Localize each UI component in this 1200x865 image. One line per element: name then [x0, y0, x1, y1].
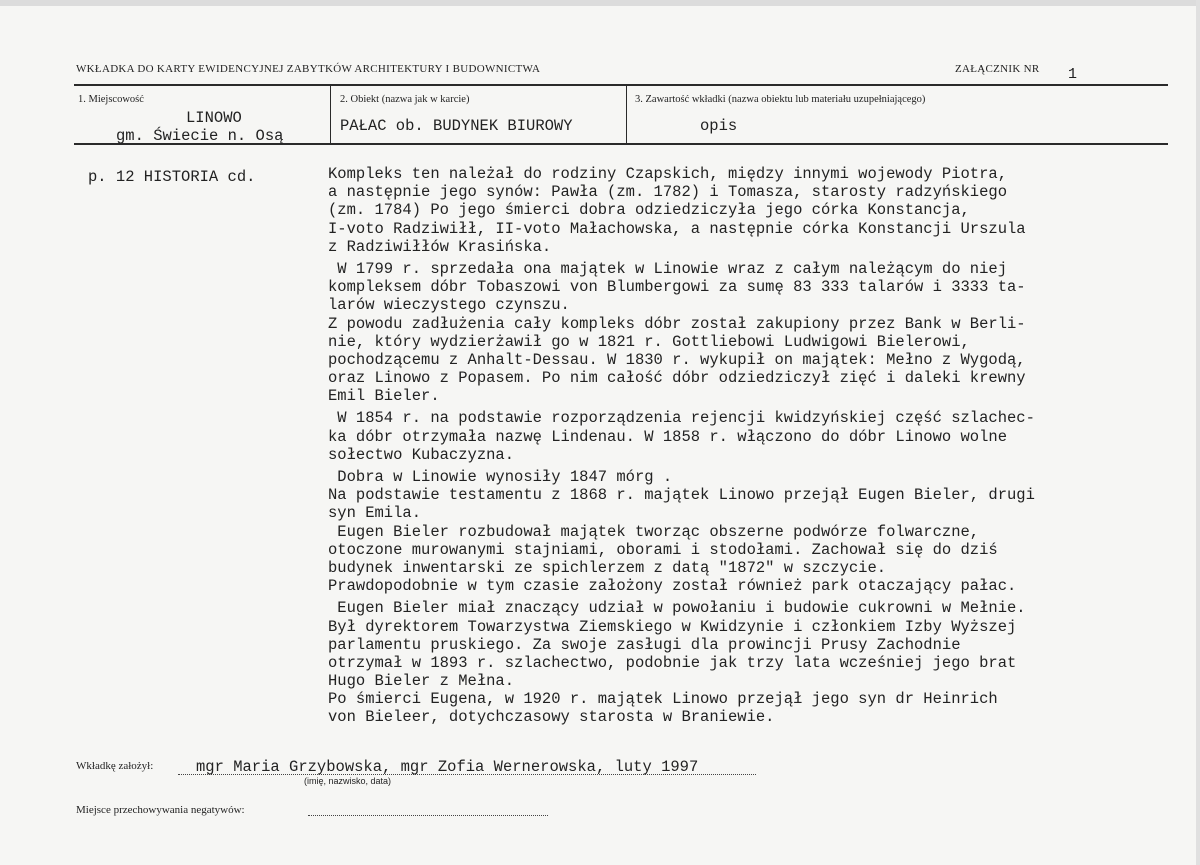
text-line: otrzymał w 1893 r. szlachectwo, podobnie jak trzy lata wcześniej jego brat [328, 653, 1017, 672]
history-text [328, 165, 1128, 731]
place-label: 1. Miejscowość [78, 94, 144, 105]
text-line: parlamentu pruskiego. Za swoje zasługi dla prowincji Prusy Zachodnie [328, 635, 961, 654]
negatives-dotted-line [308, 815, 548, 816]
contents-label: 3. Zawartość wkładki (nazwa obiektu lub materiału uzupełniającego) [635, 94, 926, 105]
negatives-label: Miejsce przechowywania negatywów: [76, 804, 245, 816]
founder-value: mgr Maria Grzybowska, mgr Zofia Wernerowska, luty 1997 [196, 758, 699, 776]
contents-value: opis [700, 117, 738, 135]
text-line: Eugen Bieler miał znaczący udział w powołaniu i budowie cukrowni w Mełnie. [328, 599, 1026, 618]
text-line: z Radziwiłłów Krasińska. [328, 237, 552, 256]
text-line: a następnie jego synów: Pawła (zm. 1782) i Tomasza, starosty radzyńskiego [328, 183, 1008, 202]
text-line: (zm. 1784) Po jego śmierci dobra odziedziczyła jego córka Konstancja, [328, 201, 970, 220]
scan-edge-right [1196, 0, 1200, 865]
header-rule [74, 84, 1168, 86]
text-line: W 1799 r. sprzedała ona majątek w Linowie wraz z całym należącym do niej [328, 259, 1008, 278]
paragraph [328, 165, 1128, 256]
text-line: otoczone murowanymi stajniami, oborami i stodołami. Zachował się do dziś [328, 540, 998, 559]
text-line: Dobra w Linowie wynosiły 1847 mórg . [328, 468, 673, 486]
card-title: WKŁADKA DO KARTY EWIDENCYJNEJ ZABYTKÓW ARCHITEKTURY I BUDOWNICTWA [76, 63, 541, 75]
text-line: Na podstawie testamentu z 1868 r. majątek Linowo przejął Eugen Bieler, drugi [328, 486, 1035, 505]
text-line: sołectwo Kubaczyzna. [328, 445, 515, 464]
place-commune: gm. Świecie n. Osą [116, 127, 284, 145]
text-line: Po śmierci Eugena, w 1920 r. majątek Linowo przejął jego syn dr Heinrich [328, 690, 998, 709]
text-line: Z powodu zadłużenia cały kompleks dóbr został zakupiony przez Bank w Berli- [328, 314, 1026, 333]
text-line: Był dyrektorem Towarzystwa Ziemskiego w Kwidzynie i członkiem Izby Wyższej [328, 617, 1017, 636]
field-divider-2 [626, 86, 627, 143]
text-line: I-voto Radziwiłł, II-voto Małachowska, a następnie córka Konstancji Urszula [328, 219, 1026, 238]
annex-number: 1 [1068, 66, 1078, 83]
scan-edge-top [0, 0, 1200, 6]
field-divider-1 [330, 86, 331, 143]
paragraph [328, 260, 1128, 406]
text-line: budynek inwentarski ze spichlerzem z datą "1872" w szczycie. [328, 558, 887, 577]
section-heading: p. 12 HISTORIA cd. [88, 168, 256, 186]
text-line: von Bieleer, dotychczasowy starosta w Braniewie. [328, 708, 775, 727]
text-line: pochodzącemu z Anhalt-Dessau. W 1830 r. wykupił on majątek: Mełno z Wygodą, [328, 350, 1026, 369]
founder-caption: (imię, nazwisko, data) [304, 776, 392, 786]
founder-label: Wkładkę założył: [76, 760, 154, 772]
text-line: Eugen Bieler rozbudował majątek tworząc obszerne podwórze folwarczne, [328, 522, 980, 541]
annex-label: ZAŁĄCZNIK NR [955, 63, 1040, 75]
text-line: W 1854 r. na podstawie rozporządzenia rejencji kwidzyńskiej część szlachec- [328, 409, 1035, 428]
place-name: LINOWO [186, 109, 242, 127]
text-line: Emil Bieler. [328, 387, 440, 406]
object-value: PAŁAC ob. BUDYNEK BIUROWY [340, 117, 573, 135]
paragraph [328, 468, 1128, 595]
text-line: kompleksem dóbr Tobaszowi von Blumbergowi za sumę 83 333 talarów i 3333 ta- [328, 278, 1026, 297]
text-line: ka dóbr otrzymała nazwę Lindenau. W 1858 r. włączono do dóbr Linowo wolne [328, 427, 1008, 446]
text-line: Kompleks ten należał do rodziny Czapskich, między innymi wojewody Piotra, [328, 165, 1008, 183]
text-line: nie, który wydzierżawił go w 1821 r. Gottliebowi Ludwigowi Bielerowi, [328, 332, 970, 351]
object-label: 2. Obiekt (nazwa jak w karcie) [340, 94, 470, 105]
text-line: larów wieczystego czynszu. [328, 296, 570, 315]
paragraph [328, 409, 1128, 464]
text-line: Prawdopodobnie w tym czasie założony został również park otaczający pałac. [328, 577, 1017, 596]
text-line: Hugo Bieler z Mełna. [328, 672, 515, 691]
paragraph [328, 599, 1128, 726]
text-line: syn Emila. [328, 504, 422, 523]
text-line: oraz Linowo z Popasem. Po nim całość dóbr odziedziczył zięć i daleki krewny [328, 369, 1026, 388]
